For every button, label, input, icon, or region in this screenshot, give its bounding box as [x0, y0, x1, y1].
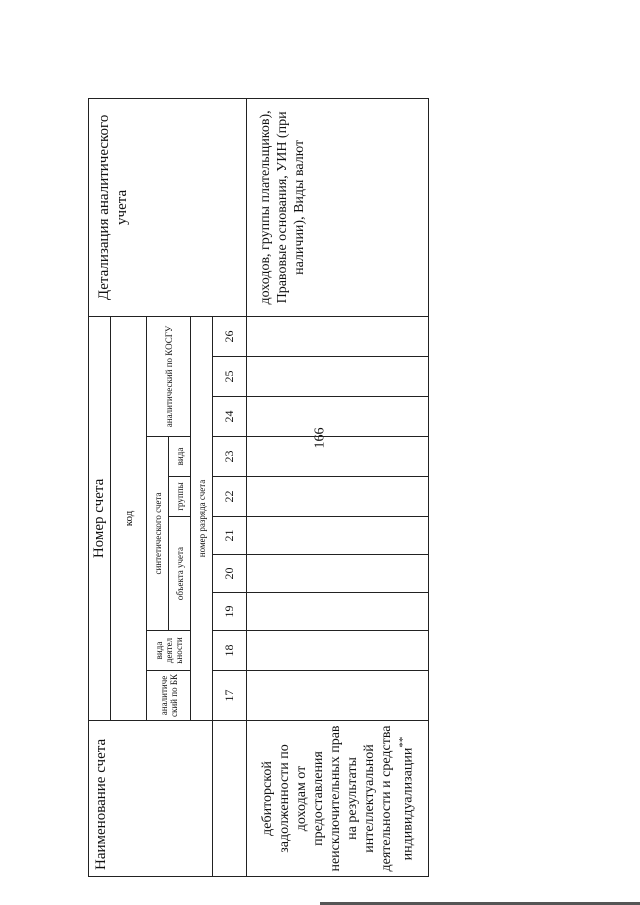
- column-number: 26: [213, 316, 247, 356]
- page-number: 166: [312, 427, 328, 449]
- header-account-name: Наименование счета: [89, 721, 213, 877]
- data-cell: [247, 517, 429, 555]
- data-cell: [247, 437, 429, 477]
- header-group: группы: [169, 477, 191, 517]
- header-code: код: [111, 316, 147, 720]
- data-cell: [247, 357, 429, 397]
- column-number: 18: [213, 631, 247, 671]
- column-number: 19: [213, 593, 247, 631]
- data-cell: [247, 671, 429, 721]
- blank-cell: [213, 721, 247, 877]
- data-cell: [247, 477, 429, 517]
- column-number: 21: [213, 517, 247, 555]
- header-synthetic-account: синтетического счета: [147, 437, 169, 631]
- header-account-number: Номер счета: [89, 316, 111, 720]
- header-activity-type: вида деятел ьности: [147, 631, 191, 671]
- column-number: 20: [213, 555, 247, 593]
- header-analytic-detail: Детализация аналитического учета: [89, 98, 247, 316]
- account-name-cell: [247, 721, 429, 877]
- column-number: 25: [213, 357, 247, 397]
- data-cell: [247, 631, 429, 671]
- header-analytic-kosgu: аналитический по КОСГУ: [147, 316, 191, 436]
- account-table-rotated: [88, 99, 428, 877]
- data-cell: [247, 316, 429, 356]
- column-number: 17: [213, 671, 247, 721]
- data-cell: [247, 593, 429, 631]
- data-cell: [247, 397, 429, 437]
- account-table: [88, 98, 429, 877]
- column-number: 23: [213, 437, 247, 477]
- header-type: вида: [169, 437, 191, 477]
- account-name-text: дебиторской задолженности по доходам от предоставления неисключительных прав на результаты интеллектуальной деятельности и средства индивидуализации: [260, 725, 416, 872]
- data-cell: [247, 555, 429, 593]
- header-object: объекта учета: [169, 517, 191, 631]
- column-number: 24: [213, 397, 247, 437]
- analytic-detail-cell: доходов, группы плательщиков), Правовые основания, УИН (при наличии), Виды валют: [247, 98, 429, 316]
- footnote-mark: **: [397, 736, 409, 748]
- column-number: 22: [213, 477, 247, 517]
- header-analytic-bk: аналитиче ский по БК: [147, 671, 191, 721]
- header-digit-number: номер разряда счета: [191, 316, 213, 720]
